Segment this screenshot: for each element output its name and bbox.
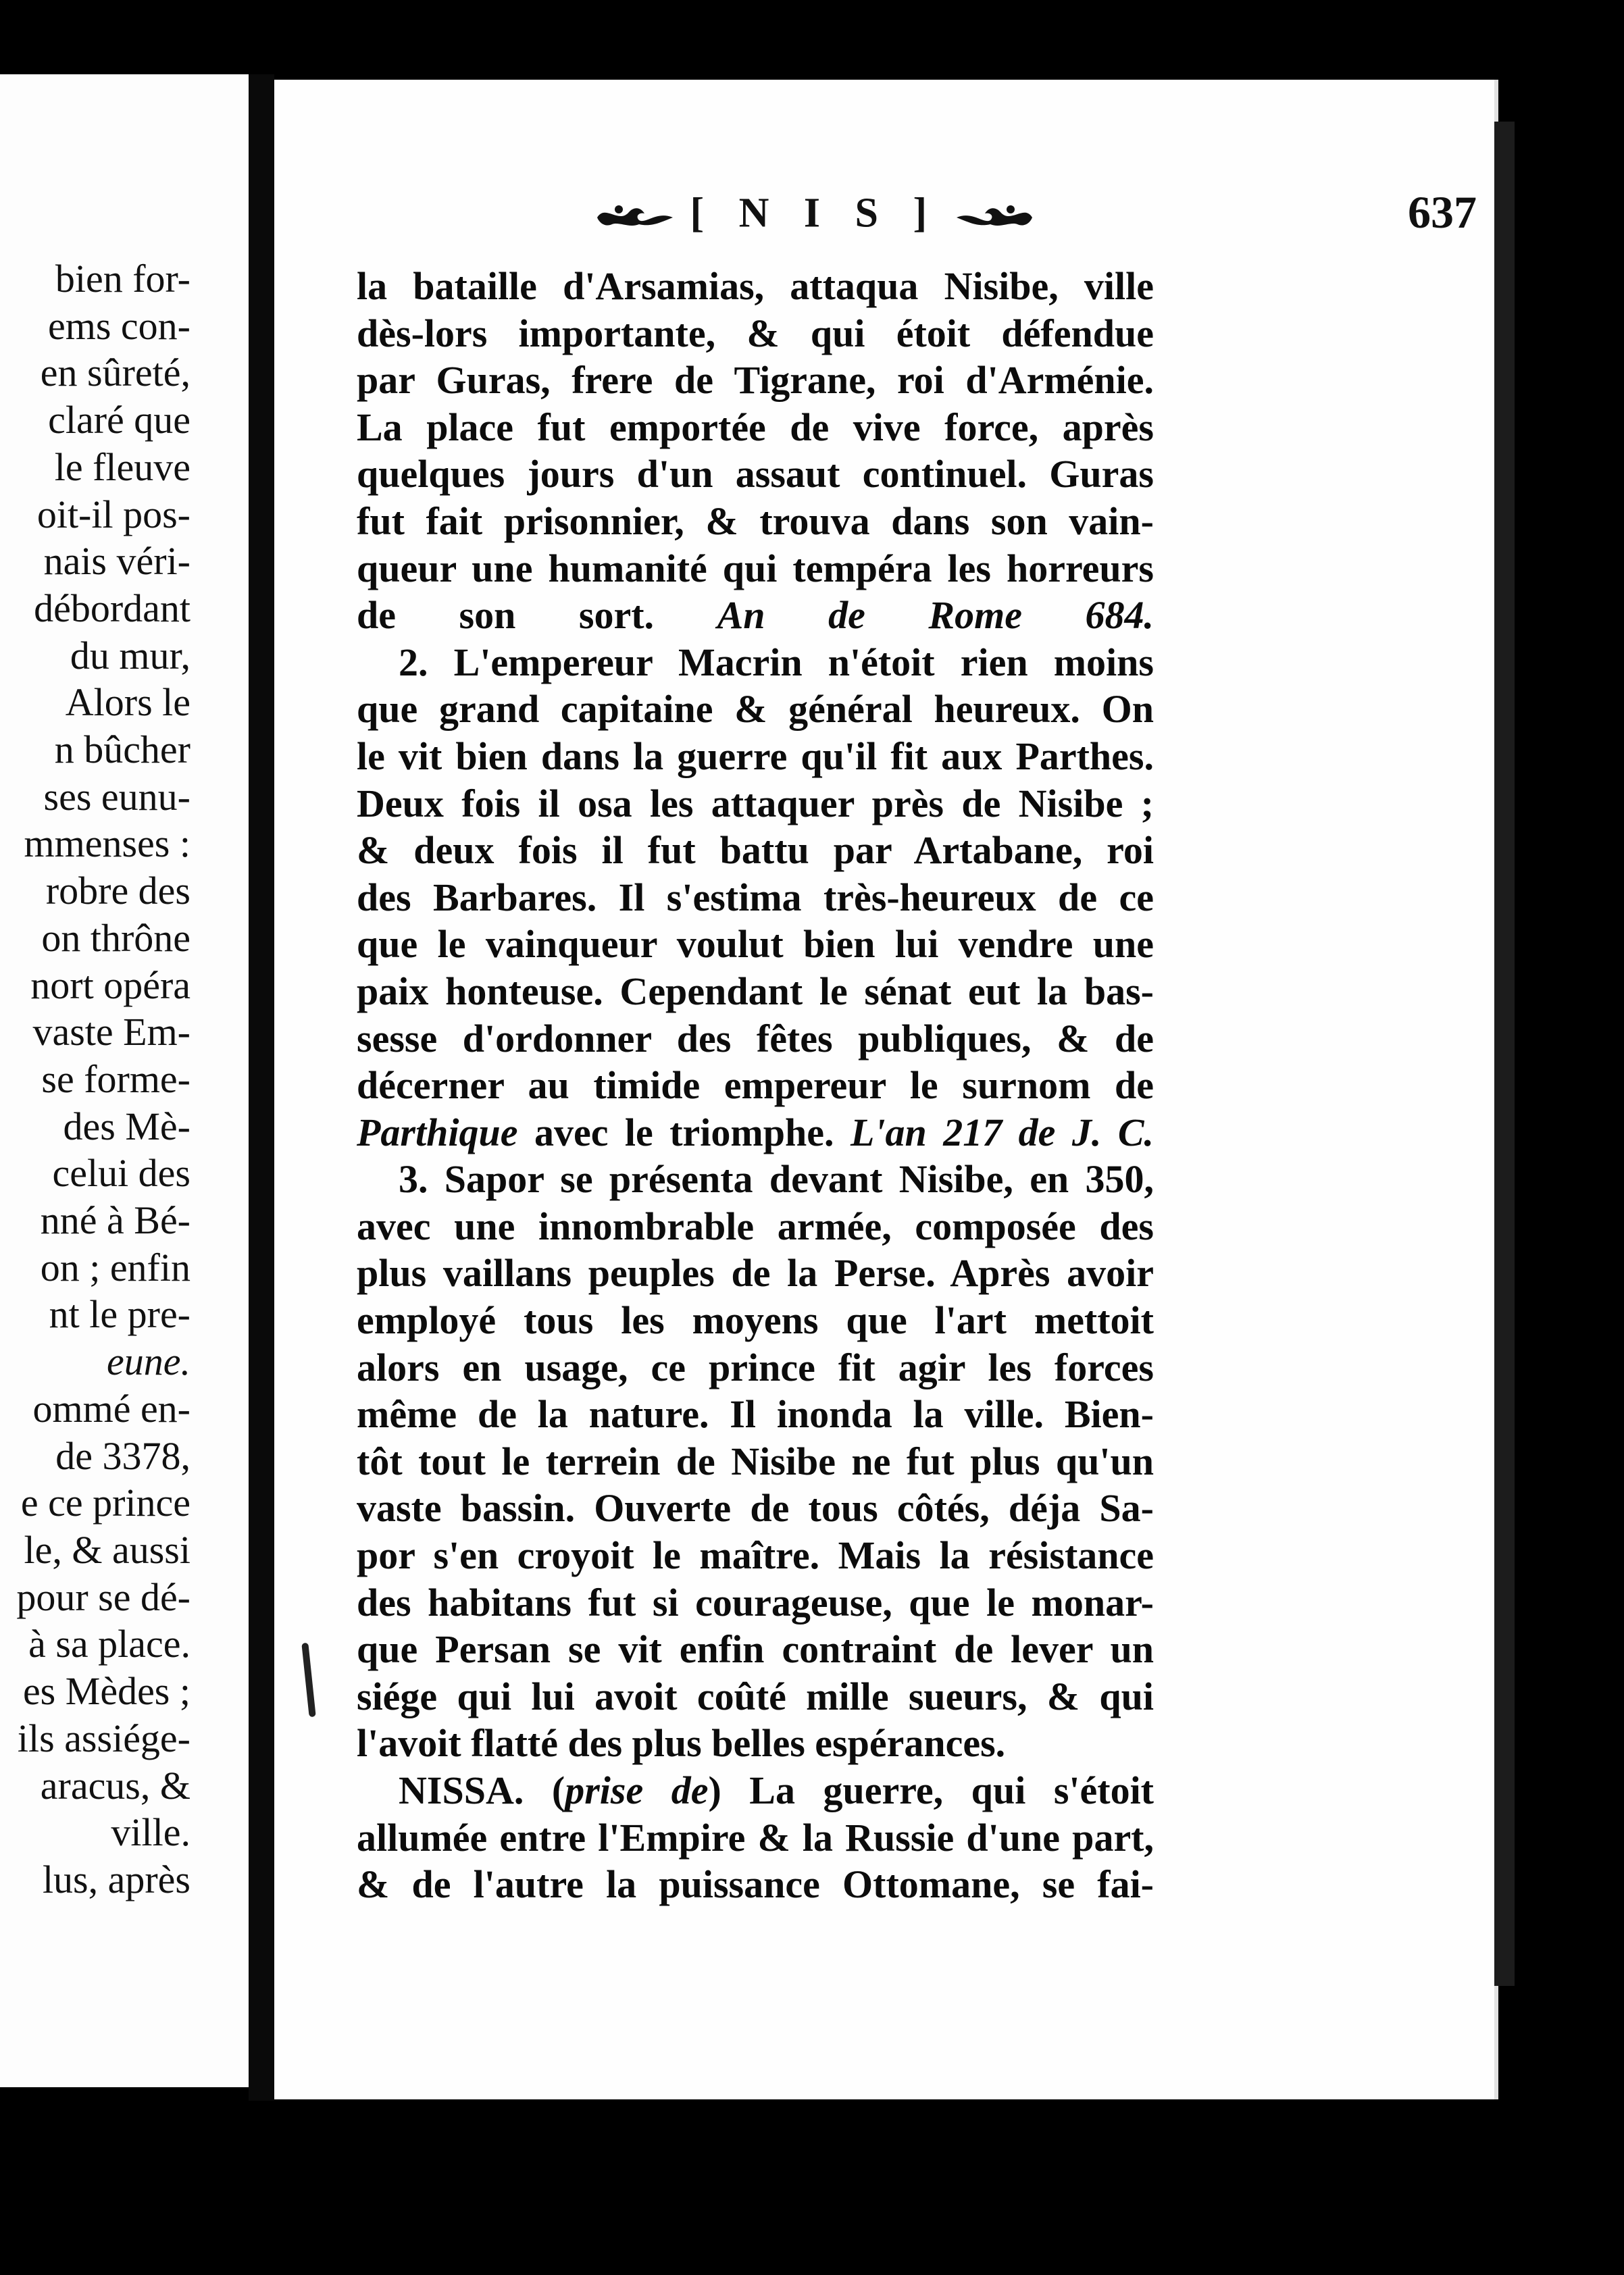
text-line — [357, 1438, 1154, 1485]
left-page-line: nort opéra — [30, 963, 191, 1007]
text-line — [357, 592, 1154, 639]
left-page-line: aracus, & — [40, 1763, 191, 1808]
italic-text: An de Rome 684. — [717, 593, 1154, 638]
book-binding — [249, 74, 274, 2101]
left-page-line: en sûreté, — [40, 351, 191, 395]
text-line — [357, 263, 1154, 310]
line-text: ) La guerre, qui s'étoit — [708, 1768, 1154, 1812]
line-text: que Persan se vit enfin contraint de lever un — [357, 1627, 1154, 1672]
left-page-line: robre des — [45, 869, 191, 913]
line-text: fut fait prisonnier, & trouva dans son vain- — [357, 499, 1154, 543]
text-line — [357, 1109, 1154, 1156]
left-page-line: de 3378, — [55, 1433, 191, 1478]
page-number: 637 — [1408, 186, 1477, 238]
text-line — [357, 1062, 1154, 1109]
line-text: de son sort. — [357, 593, 655, 638]
line-text: paix honteuse. Cependant le sénat eut la bas- — [357, 969, 1154, 1013]
text-line — [357, 1626, 1154, 1673]
left-page-line: ommé en- — [32, 1386, 191, 1431]
left-page-line: eune. — [107, 1339, 191, 1384]
line-text: tôt tout le terrein de Nisibe ne fut plus qu'un — [357, 1439, 1154, 1483]
left-page — [0, 74, 263, 2087]
italic-text: prise de — [565, 1768, 709, 1812]
line-text: vaste bassin. Ouverte de tous côtés, déja Sa- — [357, 1486, 1154, 1531]
line-text: la bataille d'Arsamias, attaqua Nisibe, ville — [357, 264, 1154, 308]
line-text: 3. Sapor se présenta devant Nisibe, en 350, — [399, 1157, 1154, 1202]
line-text: sesse d'ordonner des fêtes publiques, & de — [357, 1016, 1154, 1060]
header-title: [ N I S ] — [690, 190, 940, 236]
left-page-line: pour se dé- — [16, 1575, 191, 1619]
line-text: NISSA. ( — [399, 1768, 565, 1812]
text-line — [357, 1203, 1154, 1250]
text-line — [357, 968, 1154, 1015]
text-line — [357, 1814, 1154, 1862]
left-page-line: claré que — [48, 398, 191, 442]
text-line — [357, 310, 1154, 357]
line-text: & de l'autre la puissance Ottomane, se fai- — [357, 1862, 1154, 1907]
text-line — [357, 1250, 1154, 1297]
text-line — [357, 451, 1154, 498]
left-page-line: on thrône — [41, 915, 191, 960]
text-line — [357, 1532, 1154, 1579]
left-page-line: lus, après — [42, 1857, 191, 1901]
right-page — [274, 80, 1498, 2099]
line-text: quelques jours d'un assaut continuel. Guras — [357, 452, 1154, 496]
line-text: l'avoit flatté des plus belles espérances. — [357, 1721, 1006, 1766]
line-text: Deux fois il osa les attaquer près de Nisibe ; — [357, 781, 1154, 825]
left-page-line: le, & aussi — [24, 1527, 191, 1572]
page-edge-shadow — [1494, 122, 1515, 1986]
left-page-line: mmenses : — [24, 821, 191, 866]
text-line — [357, 639, 1154, 686]
left-page-line: nais véri- — [43, 539, 191, 584]
text-line — [357, 1720, 1154, 1767]
text-line — [357, 1861, 1154, 1908]
text-line — [357, 1344, 1154, 1391]
left-page-line: nt le pre- — [49, 1292, 191, 1337]
text-line — [357, 404, 1154, 451]
left-page-line: n bûcher — [54, 727, 191, 772]
left-page-line: le fleuve — [54, 444, 191, 489]
line-text: que grand capitaine & général heureux. On — [357, 687, 1154, 732]
left-page-line: débordant — [34, 586, 191, 630]
text-line — [357, 780, 1154, 827]
text-line — [357, 1673, 1154, 1720]
italic-text: Parthique — [357, 1110, 518, 1154]
line-text: par Guras, frere de Tigrane, roi d'Arménie. — [357, 358, 1154, 403]
text-line — [357, 1485, 1154, 1532]
right-fleuron-icon — [950, 197, 1038, 230]
line-text: des Barbares. Il s'estima très-heureux de ce — [357, 875, 1154, 919]
line-text: La place fut emportée de vive force, après — [357, 405, 1154, 449]
line-text: 2. L'empereur Macrin n'étoit rien moins — [399, 640, 1154, 684]
left-page-line: du mur, — [70, 633, 191, 678]
left-page-line: ses eunu- — [43, 774, 191, 819]
line-text: que le vainqueur voulut bien lui vendre une — [357, 922, 1154, 967]
line-text: même de la nature. Il inonda la ville. Bien- — [357, 1392, 1154, 1437]
text-line — [357, 733, 1154, 780]
body-text — [357, 263, 1154, 1908]
left-page-line: des Mè- — [63, 1104, 191, 1148]
line-text: employé tous les moyens que l'art mettoit — [357, 1298, 1154, 1343]
text-line — [357, 827, 1154, 874]
line-text: avec une innombrable armée, composée des — [357, 1204, 1154, 1248]
line-text: alors en usage, ce prince fit agir les forces — [357, 1345, 1154, 1389]
left-page-line: se forme- — [41, 1056, 191, 1101]
left-page-text — [16, 255, 191, 1903]
left-page-line: on ; enfin — [40, 1245, 191, 1289]
left-page-line: ems con- — [48, 303, 191, 348]
left-page-line: vaste Em- — [32, 1010, 191, 1054]
text-line — [357, 874, 1154, 921]
text-line — [357, 686, 1154, 733]
line-text: le vit bien dans la guerre qu'il fit aux Parthes. — [357, 734, 1154, 778]
line-text: por s'en croyoit le maître. Mais la résistance — [357, 1533, 1154, 1578]
line-text: décerner au timide empereur le surnom de — [357, 1063, 1154, 1108]
italic-text: L'an 217 de J. C. — [850, 1110, 1154, 1154]
left-page-line: à sa place. — [28, 1622, 191, 1666]
left-page-line: es Mèdes ; — [22, 1669, 191, 1714]
line-text: avec le triomphe. — [534, 1110, 834, 1154]
text-line — [357, 1579, 1154, 1627]
line-text: allumée entre l'Empire & la Russie d'une part, — [357, 1815, 1154, 1860]
line-text: & deux fois il fut battu par Artabane, roi — [357, 828, 1154, 873]
text-line — [357, 1767, 1154, 1814]
line-text: queur une humanité qui tempéra les horreurs — [357, 546, 1154, 590]
text-line — [357, 357, 1154, 404]
left-page-line: ville. — [111, 1810, 191, 1855]
text-line — [357, 921, 1154, 968]
left-page-line: e ce prince — [20, 1481, 191, 1525]
line-text: des habitans fut si courageuse, que le monar- — [357, 1580, 1154, 1625]
left-page-line: oit-il pos- — [36, 492, 191, 536]
left-page-line: nné à Bé- — [40, 1198, 191, 1243]
line-text: siége qui lui avoit coûté mille sueurs, & qui — [357, 1674, 1154, 1718]
left-page-line: celui des — [52, 1151, 191, 1196]
text-line — [357, 498, 1154, 545]
running-header — [592, 186, 1477, 240]
left-page-line: ils assiége- — [17, 1716, 191, 1760]
line-text: dès-lors importante, & qui étoit défendue — [357, 311, 1154, 355]
left-page-line: bien for- — [55, 257, 191, 301]
text-line — [357, 1156, 1154, 1203]
text-line — [357, 1297, 1154, 1344]
text-line — [357, 1391, 1154, 1438]
text-line — [357, 545, 1154, 592]
left-fleuron-icon — [592, 197, 680, 230]
text-line — [357, 1015, 1154, 1063]
left-page-line: Alors le — [65, 680, 191, 725]
line-text: plus vaillans peuples de la Perse. Après avoir — [357, 1251, 1154, 1296]
